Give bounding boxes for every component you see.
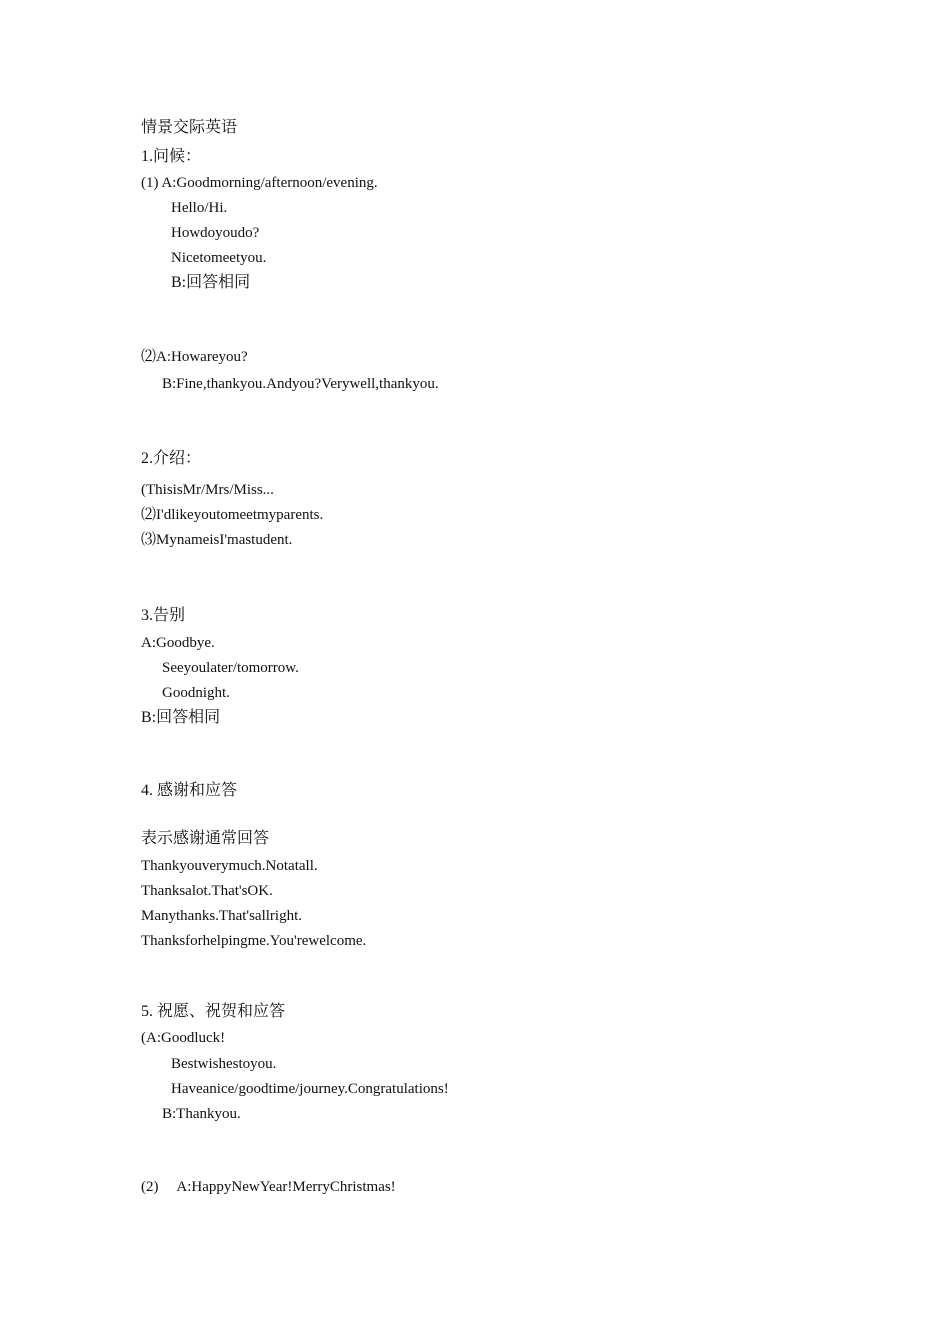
- text-line: ⑵I'dlikeyoutomeetmyparents.: [141, 507, 324, 523]
- text-line: B:回答相同: [141, 709, 221, 726]
- text-line: Goodnight.: [162, 685, 230, 701]
- text-line: Hello/Hi.: [171, 200, 228, 216]
- text-line: Manythanks.That'sallright.: [141, 908, 303, 924]
- document-title: 情景交际英语: [141, 119, 238, 136]
- text-line: B:回答相同: [171, 274, 251, 291]
- text-line: B:Fine,thankyou.Andyou?Verywell,thankyou.: [162, 376, 439, 392]
- text-line: (2) A:HappyNewYear!MerryChristmas!: [141, 1179, 396, 1195]
- text-line: ⑶MynameisI'mastudent.: [141, 532, 293, 548]
- text-line: Haveanice/goodtime/journey.Congratulations!: [171, 1081, 449, 1097]
- text-line: B:Thankyou.: [162, 1106, 241, 1122]
- section-heading-greeting: 1.问候：: [141, 148, 202, 165]
- text-line: Nicetomeetyou.: [171, 250, 267, 266]
- section-heading-thanks: 4. 感谢和应答: [141, 782, 238, 799]
- text-line: Thanksalot.That'sOK.: [141, 883, 273, 899]
- text-line: (ThisisMr/Mrs/Miss...: [141, 482, 274, 498]
- section-subheading: 表示感谢通常回答: [141, 830, 270, 847]
- section-heading-farewell: 3.告别: [141, 607, 186, 624]
- text-line: (A:Goodluck!: [141, 1030, 226, 1046]
- text-line: Bestwishestoyou.: [171, 1056, 277, 1072]
- text-line: Seeyoulater/tomorrow.: [162, 660, 299, 676]
- section-heading-introduction: 2.介绍：: [141, 450, 202, 467]
- text-line: A:Goodbye.: [141, 635, 215, 651]
- text-line: (1) A:Goodmorning/afternoon/evening.: [141, 175, 378, 191]
- text-line: Howdoyoudo?: [171, 225, 260, 241]
- text-line: Thankyouverymuch.Notatall.: [141, 858, 318, 874]
- text-line: Thanksforhelpingme.You'rewelcome.: [141, 933, 367, 949]
- section-heading-wishes: 5. 祝愿、祝贺和应答: [141, 1003, 286, 1020]
- text-line: ⑵A:Howareyou?: [141, 349, 248, 365]
